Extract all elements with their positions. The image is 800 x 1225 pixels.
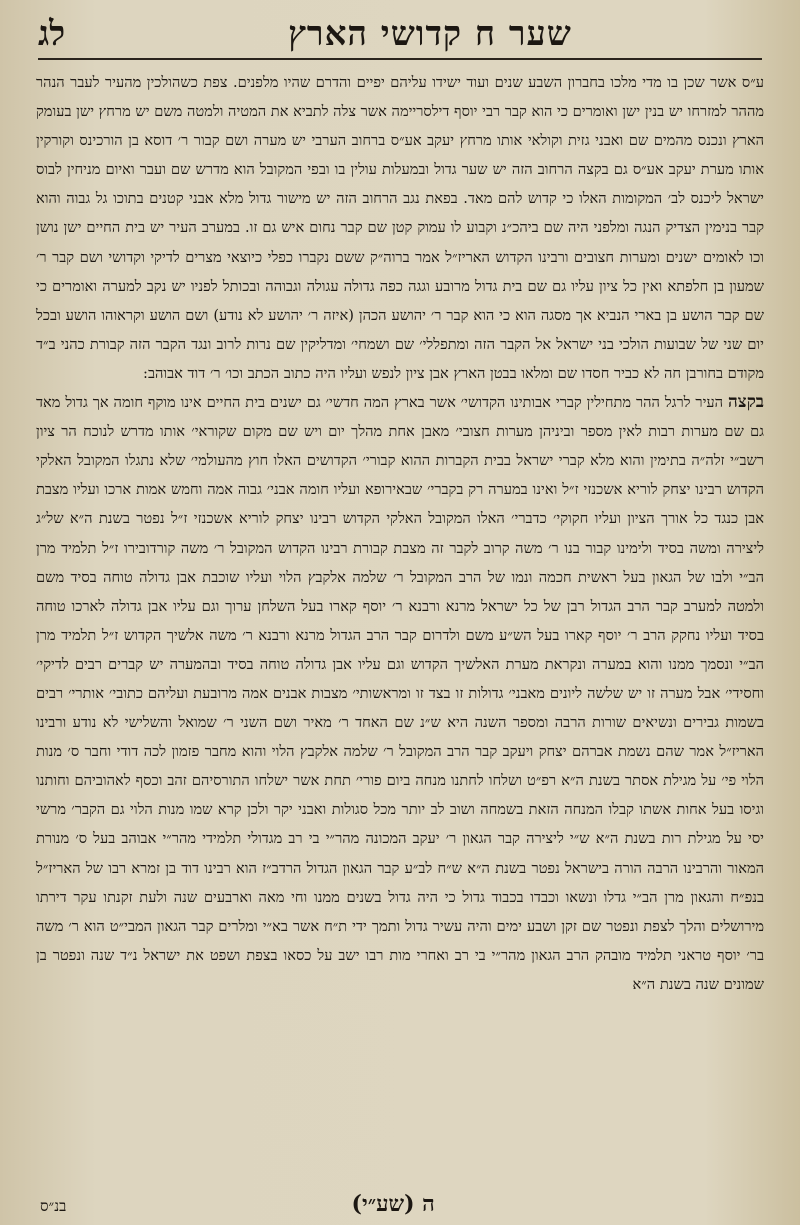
page-footer bbox=[40, 1191, 760, 1217]
page-title: שער ח קדושי הארץ bbox=[288, 14, 572, 54]
paragraph-1 bbox=[36, 68, 764, 388]
catchword: בנ״ס bbox=[40, 1197, 67, 1215]
page-number: לג bbox=[38, 14, 66, 54]
paragraph-1-text: ע״ס אשר שכן בו מדי מלכו בחברון השבע שנים ועוד ישידו עליהם יפיים והדרם שהיו מלפנים. צפת כשהולכין מהעיר לעבר הנהר מההר למזרחו יש בנין ישן ואומרים כי הוא קבר רבי יוסף דילסריימה אשר צלה לתביא את המטיה ולמטה משם יש מרחץ ישן בעומק הארץ ונכנס מהמים שם ואבני גזית וקולאי אותו מרחץ יעקב אע״ס ברחוב הערבי יש מערה ושם קבור ר׳ דוסא בן הורכינס וקורקין אותו מערת יעקב אע״ס גם בקצה הרחוב הזה יש שער גדול ובמעלות עולין בו ובפי המקובל הוא מדרש שם ועבר ואיום מניחין לבוס ישראל ליכנס לב׳ המקומות האלו כי קדוש להם מאד. בפאת נגב הרחוב הזה יש מישור גדול מלא אבני קטנים בתוכו גל גבוה והוא קבר בנימין הצדיק הנגה ומלפני היה שם ביהכ״נ וקבוע לו עמוק קטן שם קבר נחום איש גם זו. במערב העיר יש בית החיים ישן נושן וכו לאומים ישנים ומערות חצובים ורבינו הקדוש האריז״ל אמר ברוה״ק ששם נקברו כפלי כיוצאי מצרים לדיקי וקדושי ושם קבר ר׳ שמעון בן חלפתא ואין כל ציון עליו גם שם בית גדול מרובע וגגה כפה גדולה עגולה וגבוהה ובכותל לפניו יש נקב למערה ואומרים כי שם קבר הושע בן בארי הנביא אך מסגה הוא כי הוא קבר ר׳ יהושע הכהן (איזה ר׳ יהושע לא נודע) ושם הושע וקראוהו הושע ובכל יום שני של שבועות הולכי בני ישראל אל הקבר הזה ומתפללי׳ שם ושמחי׳ ומדליקין שם נרות לרוב ונגד הקבר הזה קבורת כהני ב״ד מקודם בחורבן חה לא כביר חסדו שם ומלאו בבטן הארץ אבן ציון לנפש ועליו היה כתוב הכתב וכו׳ ר׳ דוד אבוהב: bbox=[36, 74, 765, 382]
running-header bbox=[38, 14, 762, 60]
paragraph-2-text: העיר לרגל ההר מתחילין קברי אבותינו הקדושי׳ אשר בארץ המה חדשי׳ גם ישנים בית החיים אינו מוקף חומה אך גדול מאד גם שם מערות רבות לאין מספר וביניהן מערות חצובי׳ מאבן אחת מהלך יום ויש שם מקום שקוראי׳ אותו מדרש לנוכח הר ציון רשב״י זלה״ה בתימין והוא מלא קברי ישראל בבית הקברות ההוא קבורי׳ הקדושים האלו חוץ מהעולמי׳ שלא נתגלו המקובל האלקי הקדוש רבינו יצחק לוריא אשכנזי ז״ל ואינו במערה רק בקברי׳ שבאירופא ועליו חומה אבני׳ גבוה אמה וחמש אמות ארכו ועליו מצבת אבן כנגד כל אורך הציון ועליו חקוקי׳ כדברי׳ האלו המקובל האלקי הקדוש רבינו יצחק לוריא אשכנזי ז״ל נפטר בשנת ה״א של״ג ליצירה ומשה בסיד ולימינו קבור בנו ר׳ משה קרוב לקבר זה מצבת קבורת רבינו הקדוש המקובל ר׳ משה קורדובירו ז״ל תלמיד מרן הב״י ולבו של הגאון בעל ראשית חכמה ונמו של הרב המקובל ר׳ שלמה אלקבץ הלוי ועליו שוכבת אבן גדולה טוחה בסיד משם ולמטה למערב קבר הרב הגדול רבן של כל ישראל מרנא ורבנא ר׳ יוסף קארו בעל השלחן ערוך וגם עליו אבן גדולה לארכו טוחה בסיד ועליו נחקק הרב ר׳ יוסף קארו בעל הש״ע משם ולדרום קבר הרב הגדול מרנא ורבנא ר׳ משה אלשיך הקדוש ז״ל תלמיד מרן הב״י ונסמך ממנו והוא במערה ונקראת מערת האלשיך הקדוש וגם עליו אבן גדולה טוחה בסיד ובהמערה יש קברים רבים לדיקי׳ וחסידי׳ אבל מערה זו יש שלשה ליונים מאבני׳ גדולות זו בצד זו ומראשותי׳ מצבות אבנים אמה מרובעת ועליהם כתובי׳ אותרי׳ רבים בשמות גבירים ונשיאים שורות הרבה ומספר השנה היא ש״נ שם האחד ר׳ מאיר ושם השני ר׳ שמואל והשלישי לא נודע ורבינו האריז״ל אמר שהם נשמת אברהם יצחק ויעקב קבר הרב המקובל ר׳ שלמה אלקבץ הלוי והוא מחבר פזמון לכה דודי וחבר ס׳ מנות הלוי פי׳ על מגילת אסתר בשנת ה״א רפ״ט ושלחו לחתנו מנחה ביום פורי׳ תחת אשר ישלחו התורסיהם זהב וכסף לאהוביהם וחותנו וגיסו בעל אחות אשתו קבלו המנחה הזאת בשמחה ושוב לב יותר מכל סגולות ואבני יקר ולכן קרא שמו מנות הלוי גם הקבר׳ מרשי יסי על מגילת רות בשנת ה״א ש״י ליצירה קבר הגאון ר׳ יעקב המכונה מהר״י בי רב מגדולי תלמידי מהר״י אבוהב בעל ס׳ מנורת המאור והרבינו הרבה הורה בישראל נפטר בשנת ה״א ש״ח לב״ע קבר הגאון הגדול הרדב״ז הוא רבינו דוד בן זמרא רבו של האריז״ל בנפ״ח והגאון מרן הב״י גדלו ונשאו וכבדו בכבוד גדול כי היה גדול בשנים ממנו וחי מאה וארבעים שנה ולעת זקנתו עקר דירתו מירושלים והלך לצפת ונפטר שם זקן ושבע ימים והיה עשיר גדול ותמך ידי ת״ח אשר בא״י ומלרים קבר הגאון המבי״ט הוא ר׳ משה בר׳ יוסף טראני תלמיד מובהק הרב הגאון מהר״י בי רב ואחרי מות רבו ישב על כסאו בצפת ושפט את ישראל נ״ד שנה ונפטר בן שמונים שנה בשנת ה״א bbox=[36, 394, 764, 993]
paragraph-2 bbox=[36, 388, 764, 999]
paragraph-2-lead-word: בקצה bbox=[728, 392, 764, 413]
signature-mark: ה (שע״י) bbox=[351, 1191, 435, 1217]
body-text bbox=[36, 68, 764, 999]
